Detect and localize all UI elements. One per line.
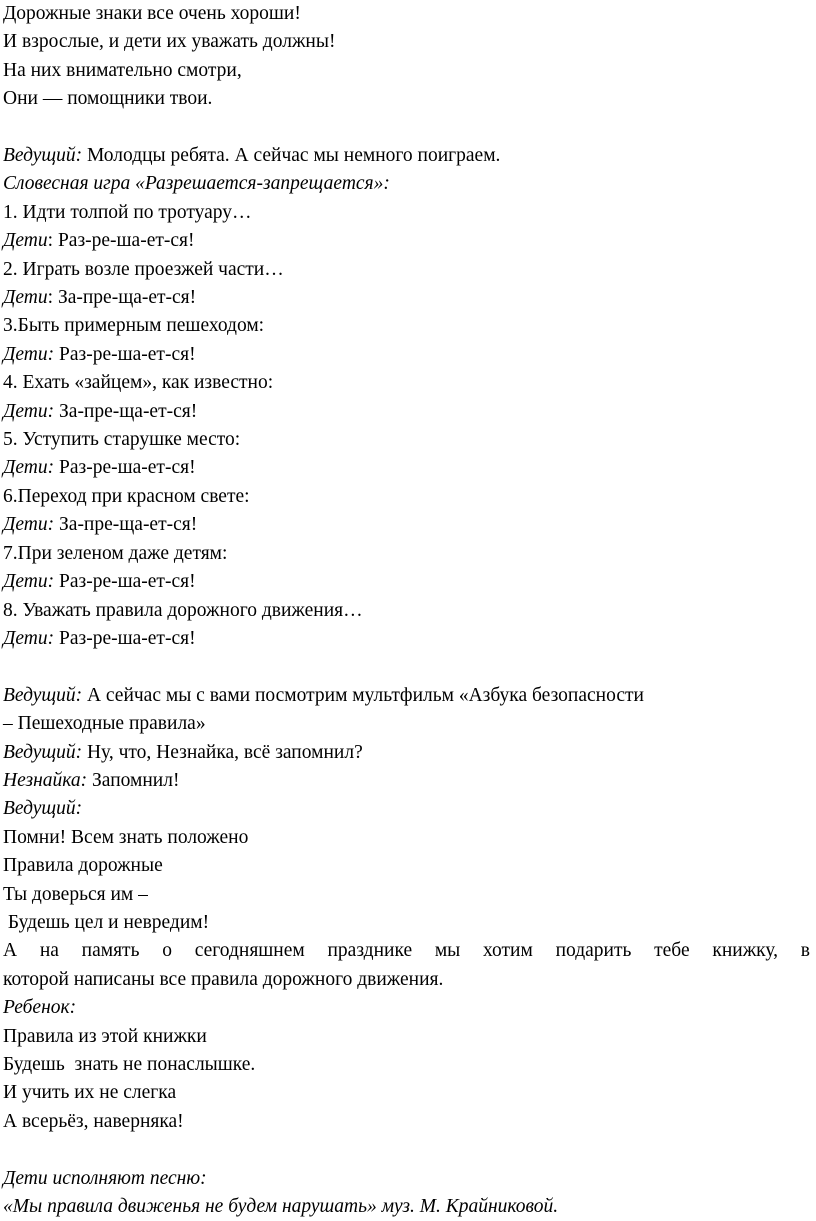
neznayka-text: Запомнил! bbox=[87, 769, 180, 791]
speaker-label: Ведущий: bbox=[3, 798, 83, 820]
game-answer bbox=[3, 568, 810, 596]
poem-line: И учить их не слегка bbox=[3, 1082, 177, 1104]
answer-text: За-пре-ща-ет-ся! bbox=[59, 514, 198, 536]
game-question: 4. Ехать «зайцем», как известно: bbox=[3, 372, 274, 394]
answer-text: За-пре-ща-ет-ся! bbox=[57, 287, 197, 309]
poem-line: Помни! Всем знать положено bbox=[3, 826, 249, 848]
answer-text: Раз-ре-ша-ет-ся! bbox=[59, 627, 196, 649]
answer-text: За-пре-ща-ет-ся! bbox=[59, 400, 198, 422]
poem-line: Ты доверься им – bbox=[3, 883, 148, 905]
game-answer bbox=[3, 511, 810, 539]
speaker-label: Дети: bbox=[3, 343, 55, 365]
speaker-label: Ведущий: bbox=[3, 684, 83, 706]
speaker-label: Ведущий: bbox=[3, 741, 83, 763]
poem-line: Правила из этой книжки bbox=[3, 1025, 207, 1047]
game-question: 3.Быть примерным пешеходом: bbox=[3, 315, 265, 337]
answer-text: Раз-ре-ша-ет-ся! bbox=[57, 230, 195, 252]
game-answer: Дети: За-пре-ща-ет-ся! bbox=[3, 287, 197, 309]
poem-line: И взрослые, и дети их уважать должны! bbox=[3, 31, 336, 53]
speaker-label: Ребенок: bbox=[3, 997, 77, 1019]
poem-line: Правила дорожные bbox=[3, 855, 163, 877]
game-question: 2. Играть возле проезжей части… bbox=[3, 258, 284, 280]
game-answer bbox=[3, 454, 810, 482]
host-text: Ну, что, Незнайка, всё запомнил? bbox=[82, 741, 363, 763]
game-answer bbox=[3, 625, 810, 653]
song-intro: Дети исполняют песню: bbox=[3, 1167, 207, 1189]
blank-line bbox=[3, 653, 810, 681]
game-answer bbox=[3, 398, 810, 426]
game-question: 5. Уступить старушке место: bbox=[3, 429, 241, 451]
poem-line: На них внимательно смотри, bbox=[3, 59, 242, 81]
game-question: 1. Идти толпой по тротуару… bbox=[3, 201, 252, 223]
game-answer: Дети: Раз-ре-ша-ет-ся! bbox=[3, 230, 195, 252]
host-text: А сейчас мы с вами посмотрим мультфильм «Азбука безопасности bbox=[82, 684, 644, 706]
answer-text: Раз-ре-ша-ет-ся! bbox=[59, 343, 196, 365]
speaker-label: Ведущий: bbox=[3, 145, 83, 167]
poem-line: Они — помощники твои. bbox=[3, 88, 213, 110]
neznayka-line bbox=[3, 767, 810, 795]
game-answer bbox=[3, 341, 810, 369]
gift-paragraph-line: которой написаны все правила дорожного движения. bbox=[3, 968, 444, 990]
speaker-label: Дети: bbox=[3, 514, 55, 536]
poem-line: Будешь цел и невредим! bbox=[3, 911, 210, 933]
game-title: Словесная игра «Разрешается-запрещается»: bbox=[3, 173, 390, 195]
host-line bbox=[3, 682, 810, 710]
game-question: 8. Уважать правила дорожного движения… bbox=[3, 599, 363, 621]
speaker-label: Незнайка: bbox=[3, 769, 88, 791]
speaker-label: Дети bbox=[3, 230, 48, 252]
answer-text: Раз-ре-ша-ет-ся! bbox=[59, 457, 196, 479]
speaker-label: Дети: bbox=[3, 571, 55, 593]
poem-line: Дорожные знаки все очень хороши! bbox=[3, 3, 301, 24]
speaker-label: Дети: bbox=[3, 400, 55, 422]
host-text-continuation: – Пешеходные правила» bbox=[3, 713, 206, 735]
host-text: Молодцы ребята. А сейчас мы немного поиграем. bbox=[82, 145, 501, 167]
blank-line bbox=[3, 114, 810, 142]
song-title: «Мы правила движенья не будем нарушать» муз. М. Крайниковой. bbox=[3, 1196, 559, 1218]
answer-text: Раз-ре-ша-ет-ся! bbox=[59, 571, 196, 593]
host-line bbox=[3, 142, 810, 170]
speaker-label: Дети bbox=[3, 287, 48, 309]
poem-line: Будешь знать не понаслышке. bbox=[3, 1054, 256, 1075]
game-question: 7.При зеленом даже детям: bbox=[3, 542, 228, 564]
host-line bbox=[3, 739, 810, 767]
game-question: 6.Переход при красном свете: bbox=[3, 485, 250, 507]
poem-line: А всерьёз, наверняка! bbox=[3, 1110, 184, 1132]
speaker-label: Дети: bbox=[3, 627, 55, 649]
speaker-label: Дети: bbox=[3, 457, 55, 479]
blank-line bbox=[3, 1136, 810, 1164]
gift-paragraph-line: А на память о сегодняшнем празднике мы хотим подарить тебе книжку, в bbox=[3, 940, 810, 962]
